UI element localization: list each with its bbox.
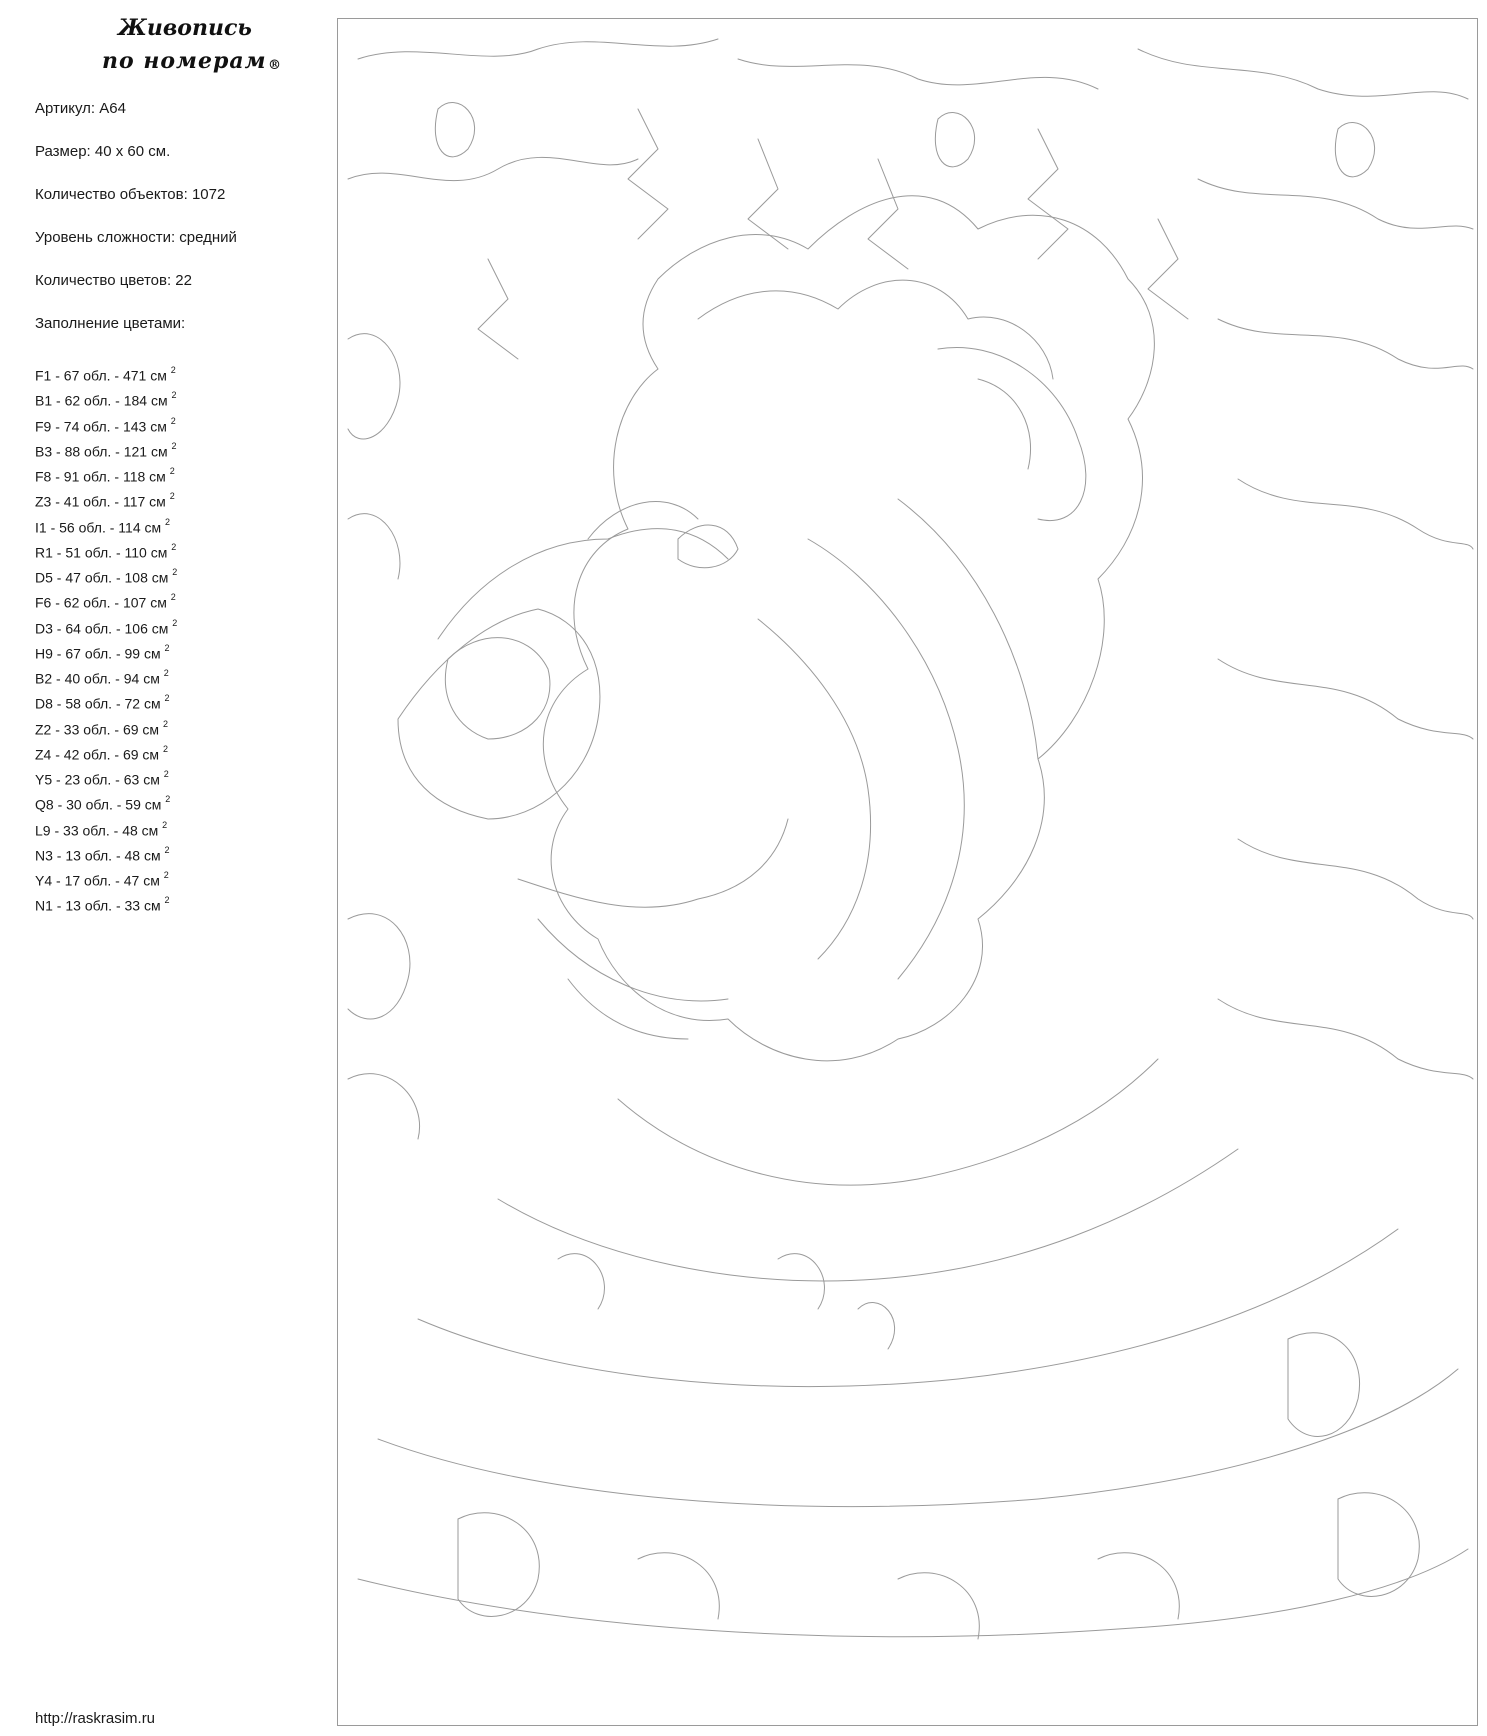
area-power: 2 bbox=[163, 870, 169, 880]
fill-title: Заполнение цветами: bbox=[35, 315, 186, 332]
article-label: Артикул: А64 bbox=[35, 100, 126, 117]
color-code: Z3 bbox=[35, 493, 52, 510]
area-power: 2 bbox=[171, 440, 177, 451]
product-info bbox=[35, 99, 237, 357]
object-unit: обл. bbox=[82, 822, 110, 839]
object-count: 74 bbox=[63, 418, 80, 435]
color-code: Q8 bbox=[35, 796, 54, 813]
area-power: 2 bbox=[165, 794, 171, 805]
area-unit: см bbox=[151, 569, 169, 586]
color-code: R1 bbox=[35, 544, 53, 561]
area-unit: см bbox=[151, 620, 169, 637]
area-value: 118 bbox=[122, 468, 146, 485]
object-count: 67 bbox=[65, 645, 81, 662]
object-count: 40 bbox=[64, 670, 81, 687]
object-count: 67 bbox=[63, 367, 80, 384]
area-value: 117 bbox=[122, 493, 146, 510]
area-power: 2 bbox=[169, 466, 175, 476]
object-unit: обл. bbox=[83, 746, 111, 763]
color-code: I1 bbox=[35, 519, 47, 536]
object-unit: обл. bbox=[84, 670, 112, 687]
area-power: 2 bbox=[169, 491, 175, 502]
object-unit: обл. bbox=[84, 872, 112, 889]
area-value: 143 bbox=[122, 418, 147, 435]
object-count: 33 bbox=[63, 721, 80, 738]
coloring-canvas bbox=[337, 18, 1478, 1726]
area-unit: см bbox=[150, 544, 168, 561]
website-link[interactable]: http://raskrasim.ru bbox=[35, 1710, 156, 1727]
object-count: 17 bbox=[64, 872, 81, 889]
color-code: F1 bbox=[35, 367, 52, 384]
area-value: 110 bbox=[124, 544, 147, 561]
color-code: Y4 bbox=[35, 872, 53, 889]
area-value: 106 bbox=[124, 620, 148, 637]
object-count: 91 bbox=[63, 468, 80, 485]
color-fill-item: Y4 - 17 обл. - 47 см $^2$ bbox=[35, 870, 169, 889]
object-unit: обл. bbox=[84, 847, 113, 864]
object-count: 13 bbox=[65, 847, 81, 864]
area-unit: см bbox=[142, 721, 160, 738]
object-unit: обл. bbox=[84, 645, 113, 662]
object-unit: обл. bbox=[84, 569, 113, 586]
area-unit: см bbox=[150, 443, 168, 460]
area-unit: см bbox=[143, 771, 160, 788]
area-value: 48 bbox=[124, 847, 141, 864]
color-fill-item: F9 - 74 обл. - 143 см $^2$ bbox=[35, 415, 176, 435]
area-power: 2 bbox=[164, 895, 170, 906]
object-unit: обл. bbox=[84, 897, 113, 914]
color-code: D5 bbox=[35, 569, 53, 586]
color-fill-item: Z3 - 41 обл. - 117 см $^2$ bbox=[35, 491, 175, 510]
area-unit: см bbox=[150, 367, 167, 384]
area-power: 2 bbox=[164, 844, 170, 855]
color-fill-item: F1 - 67 обл. - 471 см $^2$ bbox=[35, 365, 176, 384]
area-value: 69 bbox=[122, 746, 139, 763]
color-fill-item: B3 - 88 обл. - 121 см $^2$ bbox=[35, 440, 177, 460]
object-unit: обл. bbox=[83, 418, 111, 435]
color-fill-item: N1 - 13 обл. - 33 см $^2$ bbox=[35, 895, 170, 914]
color-fill-item: D5 - 47 обл. - 108 см $^2$ bbox=[35, 567, 178, 586]
area-power: 2 bbox=[170, 415, 176, 426]
color-code: Z4 bbox=[35, 746, 52, 763]
area-unit: см bbox=[143, 872, 160, 889]
area-unit: см bbox=[144, 796, 162, 813]
area-value: 59 bbox=[125, 796, 141, 813]
info-sidebar bbox=[0, 0, 335, 1736]
color-fill-item: I1 - 56 обл. - 114 см $^2$ bbox=[35, 516, 171, 536]
area-power: 2 bbox=[165, 516, 171, 527]
registered-mark: ® bbox=[268, 58, 281, 73]
color-code: F9 bbox=[35, 418, 52, 435]
object-count: 88 bbox=[64, 443, 81, 460]
area-unit: см bbox=[150, 594, 167, 611]
color-code: D3 bbox=[35, 620, 53, 637]
area-value: 33 bbox=[124, 897, 141, 914]
area-power: 2 bbox=[162, 819, 168, 830]
area-value: 72 bbox=[124, 695, 141, 712]
area-unit: см bbox=[150, 418, 167, 435]
area-unit: см bbox=[149, 468, 166, 485]
area-unit: см bbox=[143, 847, 161, 864]
area-power: 2 bbox=[162, 743, 168, 754]
brand-title-line1: Живопись bbox=[118, 15, 252, 41]
color-code: L9 bbox=[35, 822, 51, 839]
object-count: 23 bbox=[64, 771, 81, 788]
object-unit: обл. bbox=[78, 519, 106, 536]
object-count: 42 bbox=[63, 746, 80, 763]
area-power: 2 bbox=[164, 642, 170, 653]
object-unit: обл. bbox=[84, 443, 112, 460]
object-count: 13 bbox=[65, 897, 81, 914]
color-code: H9 bbox=[35, 645, 53, 662]
area-unit: см bbox=[143, 897, 161, 914]
area-power: 2 bbox=[170, 365, 176, 375]
area-power: 2 bbox=[172, 617, 178, 628]
area-unit: см bbox=[141, 822, 159, 839]
object-count: 33 bbox=[63, 822, 79, 839]
area-value: 69 bbox=[122, 721, 139, 738]
color-fill-item: B1 - 62 обл. - 184 см $^2$ bbox=[35, 390, 177, 409]
color-fill-item: Z4 - 42 обл. - 69 см $^2$ bbox=[35, 743, 168, 763]
difficulty-label: Уровень сложности: средний bbox=[35, 229, 237, 246]
object-unit: обл. bbox=[84, 695, 113, 712]
area-power: 2 bbox=[171, 390, 177, 401]
area-power: 2 bbox=[163, 769, 169, 779]
area-unit: см bbox=[143, 695, 161, 712]
object-unit: обл. bbox=[84, 544, 113, 561]
area-unit: см bbox=[142, 746, 160, 763]
color-fill-item: D8 - 58 обл. - 72 см $^2$ bbox=[35, 693, 170, 712]
color-fill-item: R1 - 51 обл. - 110 см $^2$ bbox=[35, 541, 177, 561]
area-power: 2 bbox=[170, 592, 176, 603]
object-unit: обл. bbox=[83, 594, 111, 611]
color-code: B2 bbox=[35, 670, 53, 687]
area-unit: см bbox=[143, 645, 161, 662]
color-code: B1 bbox=[35, 392, 53, 409]
objects-count-label: Количество объектов: 1072 bbox=[35, 186, 226, 203]
object-unit: обл. bbox=[83, 468, 111, 485]
object-count: 62 bbox=[63, 594, 80, 611]
area-unit: см bbox=[150, 392, 168, 409]
color-fill-item: H9 - 67 обл. - 99 см $^2$ bbox=[35, 642, 170, 662]
area-unit: см bbox=[143, 670, 160, 687]
area-value: 99 bbox=[124, 645, 141, 662]
object-unit: обл. bbox=[84, 771, 112, 788]
area-value: 471 bbox=[122, 367, 147, 384]
object-unit: обл. bbox=[83, 721, 111, 738]
area-value: 184 bbox=[123, 392, 148, 409]
area-value: 108 bbox=[124, 569, 148, 586]
color-fill-item: D3 - 64 обл. - 106 см $^2$ bbox=[35, 617, 178, 637]
color-code: D8 bbox=[35, 695, 53, 712]
object-unit: обл. bbox=[83, 493, 111, 510]
brand-logo bbox=[88, 12, 288, 78]
object-count: 56 bbox=[59, 519, 75, 536]
color-fill-item: F8 - 91 обл. - 118 см $^2$ bbox=[35, 466, 175, 485]
color-fill-list bbox=[35, 362, 177, 918]
area-value: 94 bbox=[123, 670, 140, 687]
area-power: 2 bbox=[162, 718, 168, 729]
color-code: B3 bbox=[35, 443, 53, 460]
lion-outline-drawing bbox=[338, 19, 1477, 1725]
color-code: F6 bbox=[35, 594, 52, 611]
area-power: 2 bbox=[163, 668, 169, 678]
color-code: N1 bbox=[35, 897, 53, 914]
area-value: 114 bbox=[118, 519, 141, 536]
object-unit: обл. bbox=[83, 367, 111, 384]
area-value: 48 bbox=[122, 822, 138, 839]
area-unit: см bbox=[149, 493, 166, 510]
object-count: 62 bbox=[64, 392, 81, 409]
area-power: 2 bbox=[164, 693, 170, 704]
colors-count-label: Количество цветов: 22 bbox=[35, 272, 192, 289]
object-count: 47 bbox=[65, 569, 81, 586]
area-unit: см bbox=[144, 519, 162, 536]
area-power: 2 bbox=[172, 567, 178, 577]
size-label: Размер: 40 х 60 см. bbox=[35, 143, 171, 160]
color-fill-item: N3 - 13 обл. - 48 см $^2$ bbox=[35, 844, 170, 864]
area-value: 63 bbox=[123, 771, 140, 788]
object-count: 30 bbox=[66, 796, 82, 813]
object-unit: обл. bbox=[84, 392, 112, 409]
color-code: N3 bbox=[35, 847, 53, 864]
object-count: 64 bbox=[65, 620, 81, 637]
color-fill-item: Z2 - 33 обл. - 69 см $^2$ bbox=[35, 718, 168, 738]
color-code: F8 bbox=[35, 468, 52, 485]
object-unit: обл. bbox=[84, 620, 113, 637]
area-value: 121 bbox=[123, 443, 148, 460]
area-value: 47 bbox=[123, 872, 140, 889]
object-count: 58 bbox=[65, 695, 81, 712]
outline-strokes bbox=[348, 39, 1473, 1639]
area-power: 2 bbox=[171, 541, 177, 552]
color-fill-item: Q8 - 30 обл. - 59 см $^2$ bbox=[35, 794, 171, 813]
area-value: 107 bbox=[122, 594, 147, 611]
object-count: 51 bbox=[65, 544, 81, 561]
color-fill-item: B2 - 40 обл. - 94 см $^2$ bbox=[35, 668, 169, 687]
color-code: Y5 bbox=[35, 771, 53, 788]
color-fill-item: L9 - 33 обл. - 48 см $^2$ bbox=[35, 819, 168, 839]
object-unit: обл. bbox=[85, 796, 113, 813]
color-fill-item: Y5 - 23 обл. - 63 см $^2$ bbox=[35, 769, 169, 788]
color-fill-item: F6 - 62 обл. - 107 см $^2$ bbox=[35, 592, 176, 611]
brand-title-line2: по номерам bbox=[102, 48, 267, 74]
object-count: 41 bbox=[63, 493, 80, 510]
color-code: Z2 bbox=[35, 721, 52, 738]
